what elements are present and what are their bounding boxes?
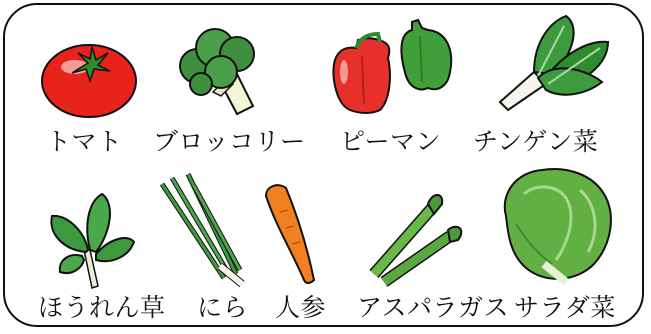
green-pepper-label: ピーマン	[340, 127, 442, 156]
carrot-label: 人参	[275, 293, 327, 322]
lettuce-icon	[496, 164, 618, 284]
chives-icon	[158, 170, 248, 286]
lettuce-label: サラダ菜	[514, 293, 616, 322]
tomato-label: トマト	[46, 127, 123, 156]
bok-choy-icon	[494, 12, 614, 110]
tomato-icon	[40, 35, 140, 120]
spinach-icon	[44, 190, 136, 290]
broccoli-label: ブロッコリー	[153, 127, 306, 156]
chives-label: にら	[197, 293, 249, 322]
spinach-label: ほうれん草	[38, 293, 166, 322]
asparagus-icon	[370, 190, 466, 286]
green-pepper-icon	[328, 16, 456, 116]
carrot-icon	[262, 182, 322, 286]
asparagus-label: アスパラガス	[357, 293, 510, 322]
bok-choy-label: チンゲン菜	[473, 127, 599, 156]
broccoli-icon	[177, 26, 267, 118]
